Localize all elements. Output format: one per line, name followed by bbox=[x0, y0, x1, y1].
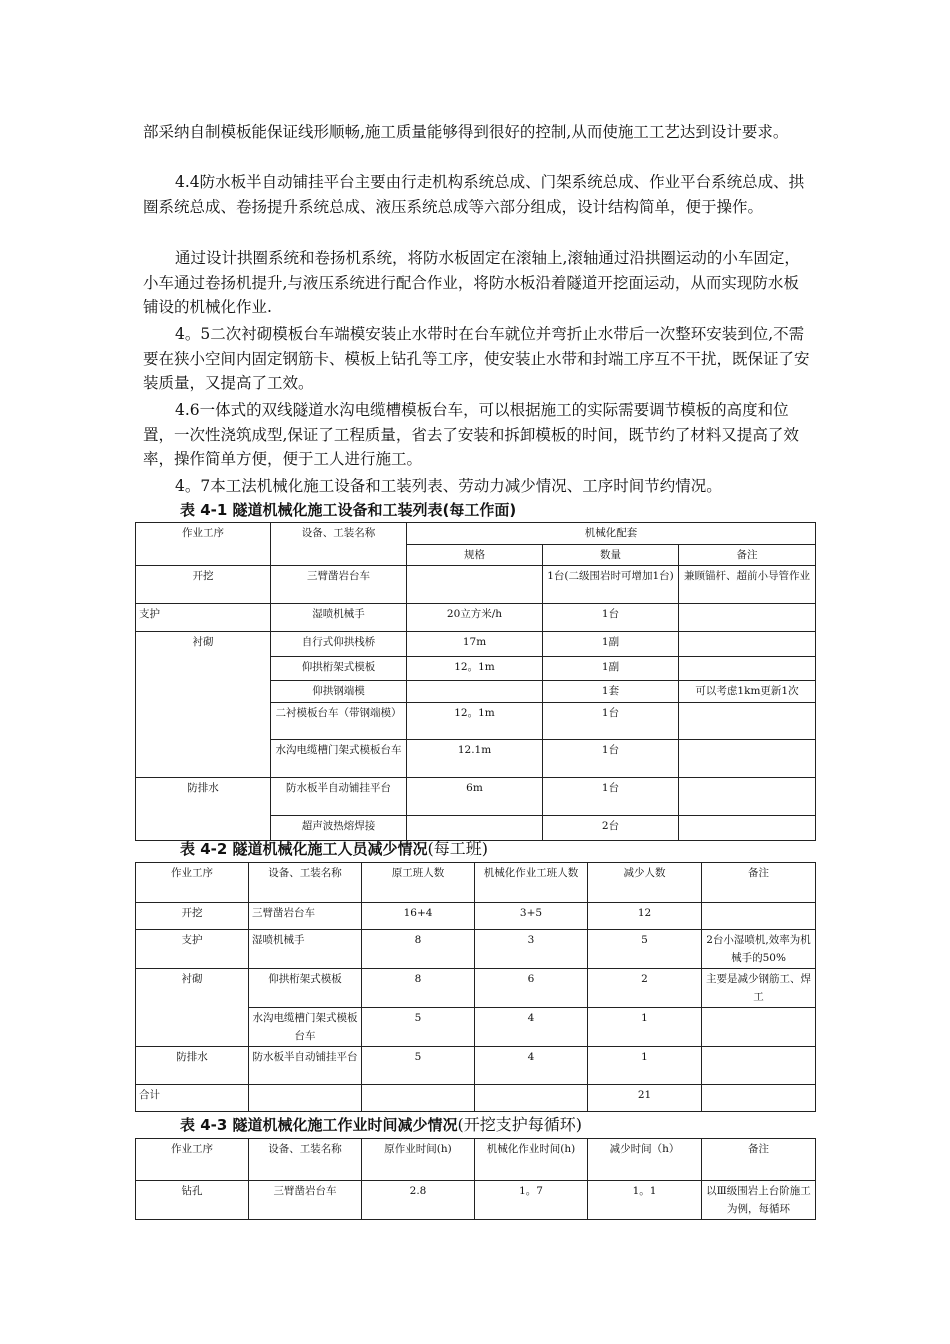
table-row bbox=[136, 1047, 816, 1085]
t2-header-mech: 机械化作业工班人数 bbox=[475, 863, 588, 903]
t2-header-process: 作业工序 bbox=[136, 863, 249, 903]
t2-mech: 4 bbox=[475, 1008, 588, 1047]
table-4-2 bbox=[135, 862, 816, 1112]
t3-header-mech: 机械化作业时间(h) bbox=[475, 1139, 588, 1181]
t3-header-process: 作业工序 bbox=[136, 1139, 249, 1181]
t1-equipment: 水沟电缆槽门架式模板台车 bbox=[271, 740, 407, 778]
paragraph-4-4: 4.4防水板半自动铺挂平台主要由行走机构系统总成、门架系统总成、作业平台系统总成、拱圈系统总成、卷扬提升系统总成、液压系统总成等六部分组成，设计结构简单，便于操作。 bbox=[143, 173, 805, 216]
t3-header-orig: 原作业时间(h) bbox=[362, 1139, 475, 1181]
t2-equipment bbox=[249, 1085, 362, 1112]
t1-header-group: 机械化配套 bbox=[407, 523, 816, 545]
t1-qty: 1台 bbox=[543, 703, 679, 740]
t3-orig: 2.8 bbox=[362, 1181, 475, 1220]
t2-orig: 8 bbox=[362, 969, 475, 1008]
table-4-3 bbox=[135, 1138, 816, 1220]
t1-note bbox=[679, 703, 816, 740]
t3-header-reduce: 减少时间（h） bbox=[588, 1139, 702, 1181]
table-row bbox=[136, 604, 816, 632]
t3-reduce: 1。1 bbox=[588, 1181, 702, 1220]
t1-process: 开挖 bbox=[136, 566, 271, 604]
t2-note bbox=[702, 1085, 816, 1112]
table-4-1 bbox=[135, 522, 816, 841]
t1-equipment: 仰拱桁架式模板 bbox=[271, 657, 407, 681]
t2-process: 衬砌 bbox=[136, 969, 249, 1047]
t1-qty: 2台 bbox=[543, 816, 679, 841]
t3-mech: 1。7 bbox=[475, 1181, 588, 1220]
table-row bbox=[136, 969, 816, 1008]
t2-note bbox=[702, 1008, 816, 1047]
t2-note: 2台小湿喷机,效率为机械手的50% bbox=[702, 930, 816, 969]
t1-equipment: 湿喷机械手 bbox=[271, 604, 407, 632]
t2-orig: 5 bbox=[362, 1047, 475, 1085]
t2-equipment: 防水板半自动铺挂平台 bbox=[249, 1047, 362, 1085]
t1-note bbox=[679, 632, 816, 657]
t2-reduce: 1 bbox=[588, 1008, 702, 1047]
table1-caption: 表 4-1 隧道机械化施工设备和工装列表(每工作面) bbox=[180, 501, 517, 519]
t2-total-reduce: 21 bbox=[588, 1085, 702, 1112]
t2-process: 开挖 bbox=[136, 903, 249, 930]
t1-header-process: 作业工序 bbox=[136, 523, 271, 566]
paragraph-winch-system: 通过设计拱圈系统和卷扬机系统，将防水板固定在滚轴上,滚轴通过沿拱圈运动的小车固定，小车通过卷扬机提升,与液压系统进行配合作业，将防水板沿着隧道开挖面运动，从而实现防水板铺设的机械化作业. bbox=[143, 249, 800, 316]
table-row bbox=[136, 1181, 816, 1220]
paragraph-4-5: 4。5二次衬砌模板台车端模安装止水带时在台车就位并弯折止水带后一次整环安装到位,不需要在狭小空间内固定钢筋卡、模板上钻孔等工序，使安装止水带和封端工序互不干扰，既保证了安装质量，又提高了工效。 bbox=[143, 325, 810, 392]
t1-spec: 12。1m bbox=[407, 703, 543, 740]
table2-caption bbox=[180, 836, 488, 859]
t2-mech bbox=[475, 1085, 588, 1112]
t1-qty: 1副 bbox=[543, 632, 679, 657]
t1-equipment: 仰拱钢端模 bbox=[271, 681, 407, 703]
t2-equipment: 三臂凿岩台车 bbox=[249, 903, 362, 930]
table3-caption-main: 表 4-3 隧道机械化施工作业时间减少情况 bbox=[180, 1116, 458, 1134]
t1-equipment: 防水板半自动铺挂平台 bbox=[271, 778, 407, 816]
table-row bbox=[136, 903, 816, 930]
t1-process: 衬砌 bbox=[136, 632, 271, 778]
paragraph-4-6: 4.6一体式的双线隧道水沟电缆槽模板台车，可以根据施工的实际需要调节模板的高度和位置，一次性浇筑成型,保证了工程质量，省去了安装和拆卸模板的时间，既节约了材料又提高了效率，操作简单方便，便于工人进行施工。 bbox=[143, 401, 799, 468]
t2-header-orig: 原工班人数 bbox=[362, 863, 475, 903]
t2-note bbox=[702, 903, 816, 930]
t1-process: 防排水 bbox=[136, 778, 271, 841]
t1-header-equipment: 设备、工装名称 bbox=[271, 523, 407, 566]
table-row bbox=[136, 778, 816, 816]
t3-header-note: 备注 bbox=[702, 1139, 816, 1181]
table-row bbox=[136, 632, 816, 657]
t2-orig: 8 bbox=[362, 930, 475, 969]
t2-total-label: 合计 bbox=[136, 1085, 249, 1112]
table3-caption-paren: (开挖支护每循环) bbox=[457, 1115, 583, 1134]
table-row bbox=[136, 566, 816, 604]
t2-equipment: 湿喷机械手 bbox=[249, 930, 362, 969]
t1-header-spec: 规格 bbox=[407, 545, 543, 566]
t2-note: 主要是减少钢筋工、焊工 bbox=[702, 969, 816, 1008]
t2-reduce: 5 bbox=[588, 930, 702, 969]
paragraph-4-7: 4。7本工法机械化施工设备和工装列表、劳动力减少情况、工序时间节约情况。 bbox=[175, 477, 722, 495]
t2-process: 支护 bbox=[136, 930, 249, 969]
t2-mech: 3+5 bbox=[475, 903, 588, 930]
table2-caption-main: 表 4-2 隧道机械化施工人员减少情况 bbox=[180, 840, 428, 858]
t1-spec bbox=[407, 566, 543, 604]
t1-qty: 1台 bbox=[543, 740, 679, 778]
t2-header-reduce: 减少人数 bbox=[588, 863, 702, 903]
table2-caption-paren: (每工班) bbox=[427, 839, 489, 858]
paragraph-continuation: 部采纳自制模板能保证线形顺畅,施工质量能够得到很好的控制,从而使施工工艺达到设计要求。 bbox=[143, 123, 789, 141]
t1-note bbox=[679, 657, 816, 681]
t1-note: 可以考虑1km更新1次 bbox=[679, 681, 816, 703]
t2-header-note: 备注 bbox=[702, 863, 816, 903]
t1-equipment: 二衬模板台车（带钢端模） bbox=[271, 703, 407, 740]
t3-equipment: 三臂凿岩台车 bbox=[249, 1181, 362, 1220]
t1-spec: 17m bbox=[407, 632, 543, 657]
t2-equipment: 水沟电缆槽门架式模板台车 bbox=[249, 1008, 362, 1047]
t1-header-note: 备注 bbox=[679, 545, 816, 566]
t1-qty: 1套 bbox=[543, 681, 679, 703]
t1-note: 兼顾锚杆、超前小导管作业 bbox=[679, 566, 816, 604]
t2-orig: 16+4 bbox=[362, 903, 475, 930]
t2-process: 防排水 bbox=[136, 1047, 249, 1085]
t1-process: 支护 bbox=[136, 604, 271, 632]
t1-equipment: 超声波热熔焊接 bbox=[271, 816, 407, 841]
t2-equipment: 仰拱桁架式模板 bbox=[249, 969, 362, 1008]
t1-qty: 1副 bbox=[543, 657, 679, 681]
t1-spec: 12.1m bbox=[407, 740, 543, 778]
t1-note bbox=[679, 740, 816, 778]
t1-qty: 1台 bbox=[543, 604, 679, 632]
t1-spec bbox=[407, 681, 543, 703]
t1-qty: 1台(二级围岩时可增加1台) bbox=[543, 566, 679, 604]
table-row-total bbox=[136, 1085, 816, 1112]
table-row bbox=[136, 930, 816, 969]
t2-reduce: 12 bbox=[588, 903, 702, 930]
t1-equipment: 三臂凿岩台车 bbox=[271, 566, 407, 604]
t1-note bbox=[679, 778, 816, 816]
t2-mech: 4 bbox=[475, 1047, 588, 1085]
t1-qty: 1台 bbox=[543, 778, 679, 816]
t2-mech: 3 bbox=[475, 930, 588, 969]
t1-spec: 12。1m bbox=[407, 657, 543, 681]
t1-spec: 6m bbox=[407, 778, 543, 816]
t3-process: 钻孔 bbox=[136, 1181, 249, 1220]
t1-header-qty: 数量 bbox=[543, 545, 679, 566]
t1-spec: 20立方米/h bbox=[407, 604, 543, 632]
t3-note: 以Ⅲ级围岩上台阶施工为例，每循环 bbox=[702, 1181, 816, 1220]
t1-note bbox=[679, 816, 816, 841]
t3-header-equipment: 设备、工装名称 bbox=[249, 1139, 362, 1181]
t2-orig: 5 bbox=[362, 1008, 475, 1047]
t2-mech: 6 bbox=[475, 969, 588, 1008]
t2-orig bbox=[362, 1085, 475, 1112]
t2-reduce: 1 bbox=[588, 1047, 702, 1085]
t2-header-equipment: 设备、工装名称 bbox=[249, 863, 362, 903]
t1-equipment: 自行式仰拱栈桥 bbox=[271, 632, 407, 657]
t2-reduce: 2 bbox=[588, 969, 702, 1008]
t1-note bbox=[679, 604, 816, 632]
table3-caption bbox=[180, 1112, 582, 1135]
t2-note bbox=[702, 1047, 816, 1085]
